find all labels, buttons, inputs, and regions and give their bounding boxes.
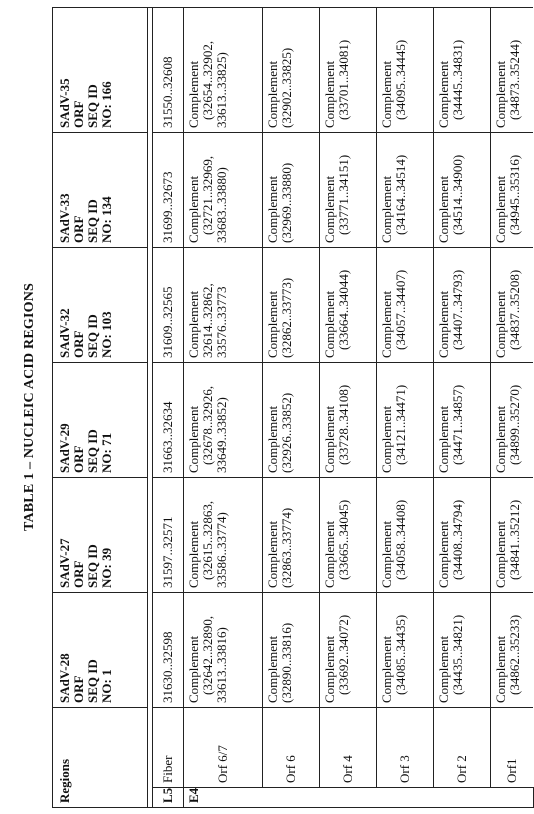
table-cell	[434, 8, 491, 133]
table-title: TABLE 1 – NUCLEIC ACID REGIONS	[22, 282, 37, 532]
table-cell	[491, 478, 534, 593]
cell-line: Complement	[265, 290, 280, 358]
region-label: Orf 4	[320, 708, 377, 788]
table-cell	[377, 8, 434, 133]
table-cell: 31699..32673	[153, 133, 184, 248]
table-cell	[263, 363, 320, 478]
cell-line: Complement	[493, 175, 508, 243]
table-cell	[184, 8, 263, 133]
cell-line: Complement	[436, 175, 451, 243]
table-cell	[184, 248, 263, 363]
table-cell: 31630..32598	[153, 593, 184, 708]
region-label: Orf 6	[263, 708, 320, 788]
cell-line: Complement	[265, 635, 280, 703]
column-header-line: ORF	[71, 560, 86, 588]
cell-line: (34841..35212)	[507, 499, 522, 580]
cell-line: Complement	[493, 60, 508, 128]
cell-line: (32890..33816)	[279, 622, 294, 703]
table-cell	[263, 8, 320, 133]
table-cell	[184, 363, 263, 478]
cell-line: Complement	[379, 635, 394, 703]
table-row	[184, 8, 263, 808]
cell-line: (34058..34408)	[393, 499, 408, 580]
table-cell	[434, 363, 491, 478]
cell-line: (34837..35208)	[507, 269, 522, 350]
region-label: Orf 3	[377, 708, 434, 788]
column-header-line: SAdV-35	[57, 78, 72, 128]
cell-line: Complement	[379, 175, 394, 243]
column-header-line: SAdV-28	[57, 653, 72, 703]
cell-line: Complement	[379, 405, 394, 473]
cell-line: (34408..34794)	[450, 499, 465, 580]
cell-line: Complement	[186, 405, 201, 473]
cell-line: (34085..34435)	[393, 614, 408, 695]
column-header-line: NO: 134	[99, 196, 114, 243]
column-header-line: SAdV-32	[57, 308, 72, 358]
table-cell	[377, 478, 434, 593]
table-cell	[320, 593, 377, 708]
table-cell	[320, 248, 377, 363]
column-header-line: ORF	[71, 330, 86, 358]
table-cell	[491, 363, 534, 478]
table-cell	[434, 248, 491, 363]
column-header	[53, 478, 148, 593]
table-cell: 31550..32608	[153, 8, 184, 133]
column-header-line: ORF	[71, 100, 86, 128]
cell-line: Complement	[322, 175, 337, 243]
cell-line: (33664..34044)	[336, 269, 351, 350]
cell-line: Complement	[436, 290, 451, 358]
table-cell	[263, 133, 320, 248]
table-cell: 31609..32565	[153, 248, 184, 363]
column-header-line: ORF	[71, 445, 86, 473]
table-cell: 31663..32634	[153, 363, 184, 478]
table-row	[434, 8, 491, 808]
cell-line: (32969..33880)	[279, 162, 294, 243]
column-header-line: SEQ ID	[85, 544, 100, 588]
cell-line: (32678..32926,	[200, 385, 215, 465]
cell-line: (34862..35233)	[507, 614, 522, 695]
region-label: Fiber	[153, 708, 184, 788]
cell-line: Complement	[493, 520, 508, 588]
column-header-line: NO: 1	[99, 669, 114, 703]
header-row	[53, 8, 148, 808]
column-header-line: SAdV-33	[57, 193, 72, 243]
region-label: Orf 6/7	[184, 708, 263, 788]
table-cell	[491, 593, 534, 708]
table-cell	[263, 248, 320, 363]
column-header-line: SEQ ID	[85, 314, 100, 358]
table-cell	[434, 478, 491, 593]
table-cell	[320, 363, 377, 478]
cell-line: Complement	[186, 175, 201, 243]
column-header-line: NO: 103	[99, 311, 114, 358]
cell-line: Complement	[265, 175, 280, 243]
cell-line: Complement	[322, 405, 337, 473]
cell-line: (34445..34831)	[450, 39, 465, 120]
cell-line: Complement	[493, 405, 508, 473]
table-row	[153, 8, 184, 808]
table-cell	[434, 133, 491, 248]
cell-line: 33613..33816)	[214, 627, 229, 703]
table-cell	[184, 133, 263, 248]
column-header-line: SEQ ID	[85, 199, 100, 243]
table-cell	[377, 248, 434, 363]
column-header-line: NO: 39	[99, 547, 114, 588]
cell-line: Complement	[436, 60, 451, 128]
column-header-line: ORF	[71, 675, 86, 703]
column-header-line: ORF	[71, 215, 86, 243]
column-header	[53, 248, 148, 363]
cell-line: Complement	[379, 60, 394, 128]
cell-line: Complement	[436, 635, 451, 703]
table-cell	[377, 133, 434, 248]
cell-line: (33665..34045)	[336, 499, 351, 580]
table-row	[491, 8, 534, 808]
cell-line: (34121..34471)	[393, 384, 408, 465]
cell-line: (33728..34108)	[336, 384, 351, 465]
cell-line: (34407..34793)	[450, 269, 465, 350]
group-label-l5: L5	[153, 788, 184, 808]
table-cell	[491, 133, 534, 248]
cell-line: Complement	[265, 405, 280, 473]
cell-line: Complement	[265, 60, 280, 128]
cell-line: (32615..32863,	[200, 500, 215, 580]
table-cell	[491, 248, 534, 363]
cell-line: (34471..34857)	[450, 384, 465, 465]
cell-line: (32642..32890,	[200, 615, 215, 695]
table-cell	[263, 593, 320, 708]
cell-line: (32862..33773)	[279, 277, 294, 358]
table-cell	[320, 133, 377, 248]
cell-line: Complement	[186, 290, 201, 358]
group-label-e4: E4	[184, 788, 534, 808]
cell-line: Complement	[186, 635, 201, 703]
cell-line: (34057..34407)	[393, 269, 408, 350]
cell-line: (34435..34821)	[450, 614, 465, 695]
cell-line: Complement	[436, 405, 451, 473]
cell-line: 33649..33852)	[214, 397, 229, 473]
table-cell	[320, 8, 377, 133]
cell-line: (32902..33825)	[279, 47, 294, 128]
nucleic-acid-regions-table	[52, 7, 534, 808]
cell-line: (34945..35316)	[507, 154, 522, 235]
cell-line: 33613..33825)	[214, 52, 229, 128]
cell-line: Complement	[379, 290, 394, 358]
cell-line: Complement	[493, 635, 508, 703]
cell-line: 32614..32862,	[200, 283, 215, 358]
cell-line: (32863..33774)	[279, 507, 294, 588]
table-cell	[491, 8, 534, 133]
column-header	[53, 363, 148, 478]
column-header	[53, 133, 148, 248]
cell-line: Complement	[379, 520, 394, 588]
table-cell	[263, 478, 320, 593]
cell-line: Complement	[322, 635, 337, 703]
table-cell	[377, 593, 434, 708]
cell-line: Complement	[493, 290, 508, 358]
cell-line: Complement	[322, 60, 337, 128]
cell-line: Complement	[186, 60, 201, 128]
cell-line: (32926..33852)	[279, 392, 294, 473]
cell-line: (34164..34514)	[393, 154, 408, 235]
cell-line: (34899..35270)	[507, 384, 522, 465]
table-cell	[184, 593, 263, 708]
column-header	[53, 8, 148, 133]
table-cell: 31597..32571	[153, 478, 184, 593]
cell-line: Complement	[436, 520, 451, 588]
table-row	[320, 8, 377, 808]
cell-line: Complement	[265, 520, 280, 588]
region-label: Orf 2	[434, 708, 491, 788]
cell-line: (33771..34151)	[336, 154, 351, 235]
cell-line: (34514..34900)	[450, 154, 465, 235]
table-cell	[377, 363, 434, 478]
table-row	[377, 8, 434, 808]
cell-line: (33692..34072)	[336, 614, 351, 695]
cell-line: Complement	[322, 290, 337, 358]
table-cell	[184, 478, 263, 593]
column-header-line: SEQ ID	[85, 84, 100, 128]
column-header-line: SAdV-27	[57, 538, 72, 588]
cell-line: (32654..32902,	[200, 40, 215, 120]
cell-line: Complement	[322, 520, 337, 588]
regions-header: Regions	[53, 708, 148, 808]
region-label: Orf1	[491, 708, 534, 788]
column-header-line: NO: 166	[99, 81, 114, 128]
cell-line: 33683..33880)	[214, 167, 229, 243]
cell-line: (34095..34445)	[393, 39, 408, 120]
cell-line: (32721..32969,	[200, 155, 215, 235]
column-header-line: SAdV-29	[57, 423, 72, 473]
cell-line: 33576..33773	[214, 286, 229, 358]
column-header-line: NO: 71	[99, 432, 114, 473]
column-header	[53, 593, 148, 708]
column-header-line: SEQ ID	[85, 659, 100, 703]
column-header-line: SEQ ID	[85, 429, 100, 473]
table-cell	[434, 593, 491, 708]
cell-line: (33701..34081)	[336, 39, 351, 120]
table-cell	[320, 478, 377, 593]
cell-line: Complement	[186, 520, 201, 588]
cell-line: 33586..33774)	[214, 512, 229, 588]
table-row	[263, 8, 320, 808]
cell-line: (34873..35244)	[507, 39, 522, 120]
